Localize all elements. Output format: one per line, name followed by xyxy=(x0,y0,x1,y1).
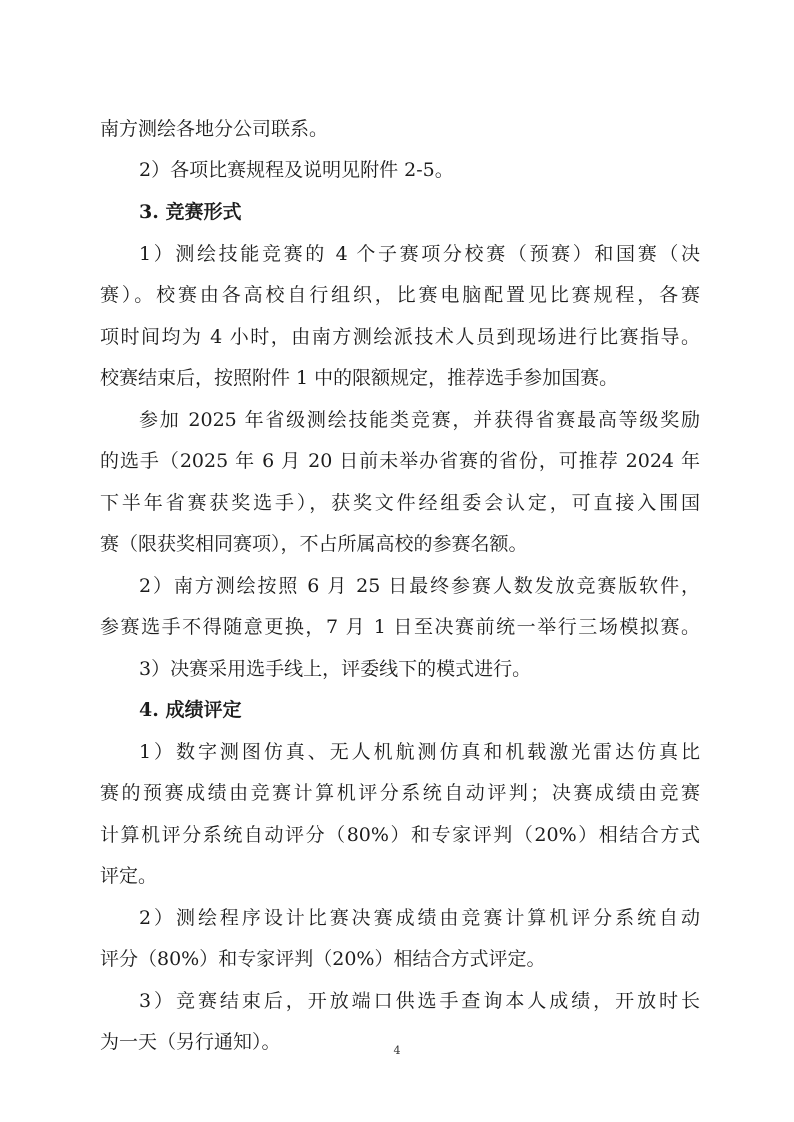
body-text-line: 3）决赛采用选手线上，评委线下的模式进行。 xyxy=(139,658,532,680)
body-text-line: 计算机评分系统自动评分（80%）和专家评判（20%）相结合方式 xyxy=(100,824,700,846)
page-number: 4 xyxy=(393,1044,401,1057)
body-text-line: 的选手（2025 年 6 月 20 日前未举办省赛的省份，可推荐 2024 年 xyxy=(100,450,700,472)
body-text-line: 评定。 xyxy=(100,865,158,887)
body-text-line: 1）测绘技能竞赛的 4 个子赛项分校赛（预赛）和国赛（决 xyxy=(139,243,700,265)
body-text-line: 为一天（另行通知）。 xyxy=(100,1031,281,1053)
body-text-line: 南方测绘各地分公司联系。 xyxy=(100,118,329,140)
body-text-line: 项时间均为 4 小时，由南方测绘派技术人员到现场进行比赛指导。 xyxy=(100,326,700,348)
body-text-line: 参赛选手不得随意更换，7 月 1 日至决赛前统一举行三场模拟赛。 xyxy=(100,616,700,638)
body-text-line: 校赛结束后，按照附件 1 中的限额规定，推荐选手参加国赛。 xyxy=(100,367,619,389)
body-text-line: 赛（限获奖相同赛项），不占所属高校的参赛名额。 xyxy=(100,533,528,555)
body-text-line: 1）数字测图仿真、无人机航测仿真和机载激光雷达仿真比 xyxy=(139,741,700,763)
section-heading: 3. 竞赛形式 xyxy=(139,201,242,223)
body-text-line: 评分（80%）和专家评判（20%）相结合方式评定。 xyxy=(100,948,546,970)
body-text-line: 2）各项比赛规程及说明见附件 2-5。 xyxy=(139,159,454,181)
body-text-line: 赛）。校赛由各高校自行组织，比赛电脑配置见比赛规程，各赛 xyxy=(100,284,700,306)
body-text-line: 3）竞赛结束后，开放端口供选手查询本人成绩，开放时长 xyxy=(139,990,700,1012)
section-heading: 4. 成绩评定 xyxy=(139,699,242,721)
body-text-line: 下半年省赛获奖选手），获奖文件经组委会认定，可直接入围国 xyxy=(100,492,700,514)
body-text-line: 参加 2025 年省级测绘技能类竞赛，并获得省赛最高等级奖励 xyxy=(139,409,700,431)
body-text-line: 赛的预赛成绩由竞赛计算机评分系统自动评判；决赛成绩由竞赛 xyxy=(100,782,700,804)
body-text-line: 2）测绘程序设计比赛决赛成绩由竞赛计算机评分系统自动 xyxy=(139,907,700,929)
body-text-line: 2）南方测绘按照 6 月 25 日最终参赛人数发放竞赛版软件， xyxy=(139,575,700,597)
